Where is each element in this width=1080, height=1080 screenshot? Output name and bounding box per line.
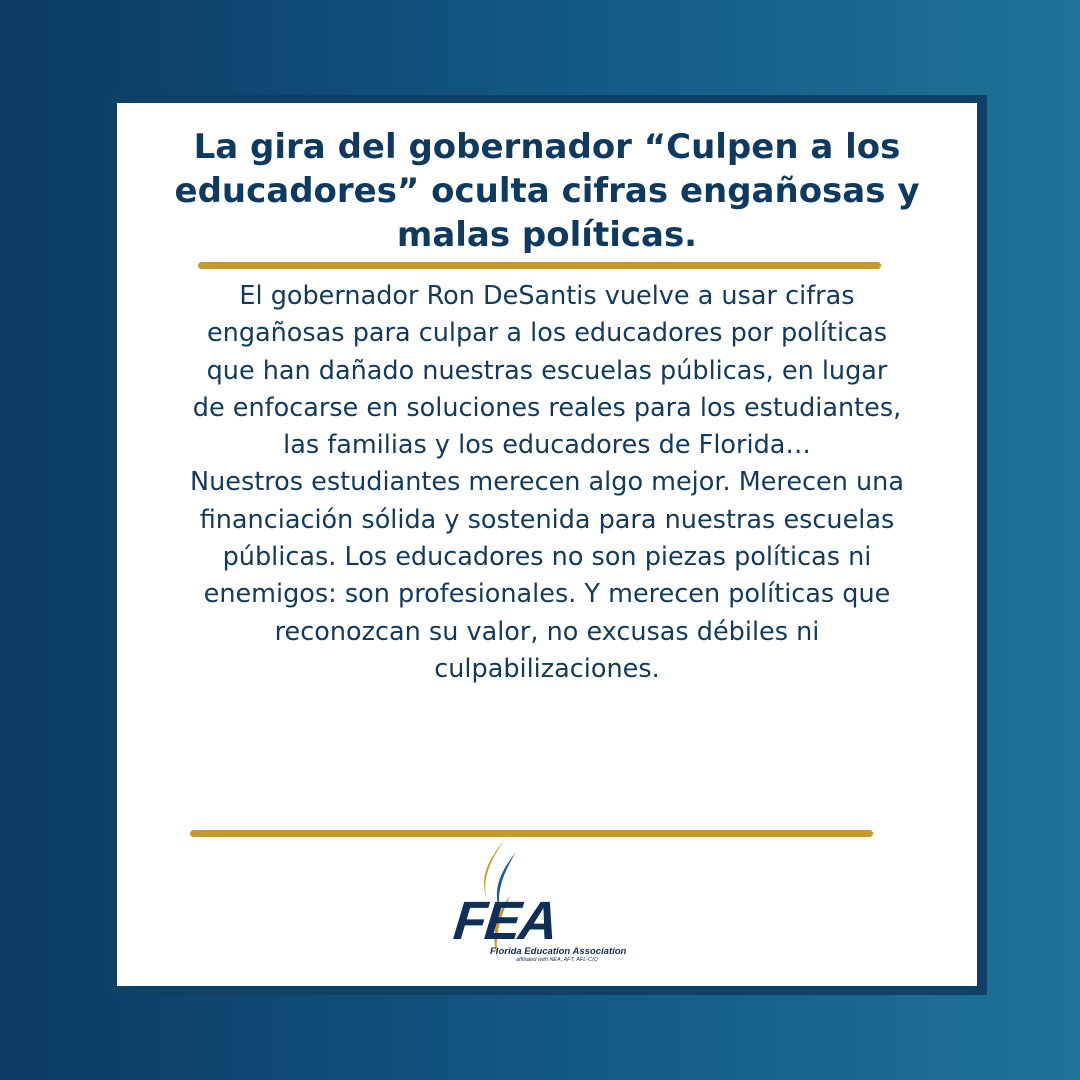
paragraph-2: Nuestros estudiantes merecen algo mejor. Merecen una financiación sólida y sostenida para nuestras escuelas públicas. Los educadores no son piezas políticas ni enemigos: son profesionales. Y merecen políticas que reconozcan su valor, no excusas débiles ni culpabilizaciones. (190, 467, 904, 684)
logo-mark: FEA (450, 891, 560, 951)
headline: La gira del gobernador “Culpen a los educadores” oculta cifras engañosas y malas políticas. (174, 127, 920, 255)
gold-divider-top (198, 262, 881, 269)
logo-name: Florida Education Association (490, 946, 627, 957)
post-card (117, 103, 977, 986)
gold-divider-bottom (190, 830, 873, 837)
fea-logo (444, 838, 627, 968)
logo-affiliation: affiliated with NEA, AFT, AFL-CIO (516, 957, 598, 963)
paragraph-1: El gobernador Ron DeSantis vuelve a usar cifras engañosas para culpar a los educadores por políticas que han dañado nuestras escuelas públicas, en lugar de enfocarse en soluciones reales para los estudiantes, las familias y los educadores de Florida… (192, 281, 902, 461)
body-text (187, 278, 907, 688)
